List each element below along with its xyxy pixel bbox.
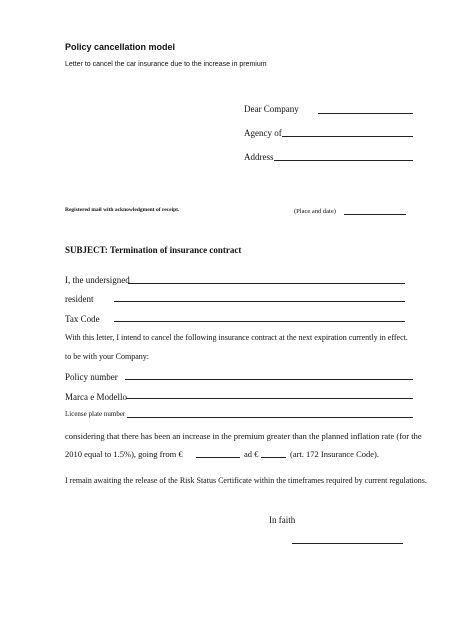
- company-label: Dear Company: [244, 104, 299, 114]
- registered-mail-note: Registered mail with acknowledgment of receipt.: [65, 207, 180, 213]
- subject-heading: SUBJECT: Termination of insurance contract: [65, 245, 242, 255]
- premium-from-line[interactable]: [196, 457, 240, 458]
- page-title: Policy cancellation model: [65, 42, 176, 52]
- awaiting-text: I remain awaiting the release of the Risk Status Certificate within the timeframes required by current regulations.: [65, 476, 427, 485]
- considering-line-2a: 2010 equal to 1.5%), going from €: [65, 449, 183, 459]
- make-model-label: Marca e Modello: [65, 392, 127, 402]
- considering-line-1: considering that there has been an increase in the premium greater than the planned inflation rate (for the: [65, 431, 422, 441]
- considering-line-2c: (art. 172 Insurance Code).: [290, 449, 379, 459]
- resident-label: resident: [65, 294, 94, 304]
- with-company-text: to be with your Company:: [65, 352, 149, 361]
- tax-code-label: Tax Code: [65, 314, 100, 324]
- signature-line[interactable]: [292, 543, 403, 544]
- resident-line[interactable]: [114, 301, 405, 302]
- make-model-line[interactable]: [126, 398, 413, 399]
- premium-to-line[interactable]: [261, 457, 286, 458]
- address-label: Address: [244, 152, 274, 162]
- agency-line[interactable]: [282, 136, 413, 137]
- page-subtitle: Letter to cancel the car insurance due to the increase in premium: [65, 61, 267, 68]
- license-plate-line[interactable]: [127, 417, 413, 418]
- undersigned-line[interactable]: [128, 283, 405, 284]
- in-faith-label: In faith: [269, 515, 296, 525]
- tax-code-line[interactable]: [114, 321, 405, 322]
- intro-text: With this letter, I intend to cancel the following insurance contract at the next expiration currently in effect.: [65, 333, 408, 342]
- policy-number-label: Policy number: [65, 372, 118, 382]
- agency-label: Agency of: [244, 128, 282, 138]
- place-date-label: (Place and date): [294, 208, 336, 215]
- company-line[interactable]: [318, 113, 413, 114]
- considering-line-2b: ad €: [244, 449, 259, 459]
- address-line[interactable]: [274, 160, 413, 161]
- undersigned-label: I, the undersigned: [65, 275, 130, 285]
- place-date-line[interactable]: [344, 214, 406, 215]
- license-plate-label: License plate number: [65, 410, 126, 418]
- policy-number-line[interactable]: [125, 379, 413, 380]
